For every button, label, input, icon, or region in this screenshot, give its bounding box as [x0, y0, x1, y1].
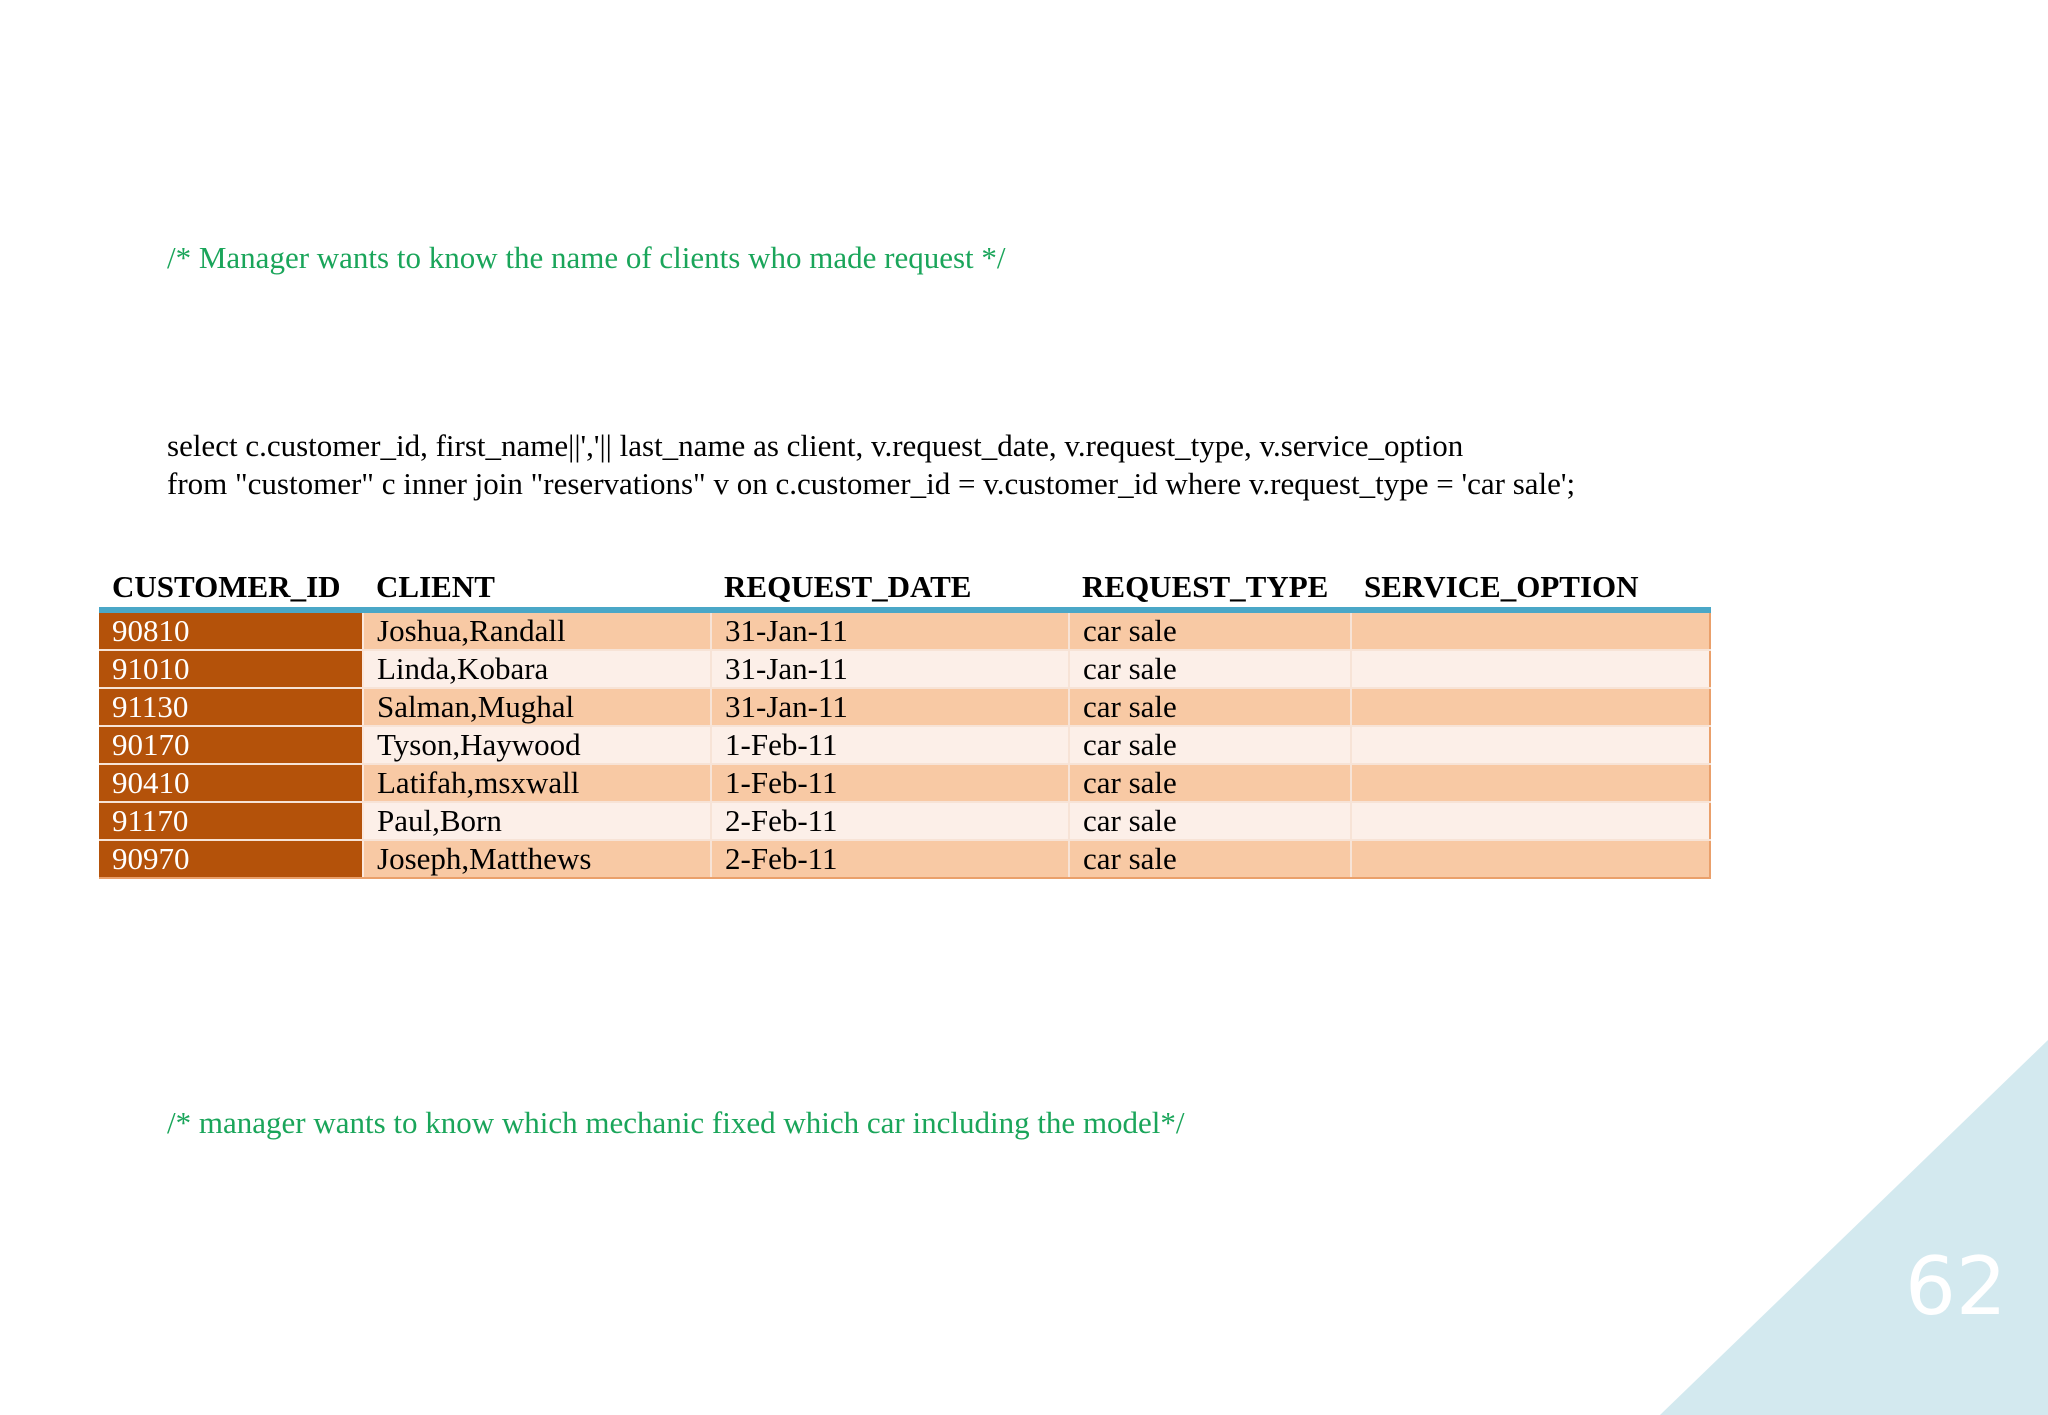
- header-service-option: SERVICE_OPTION: [1351, 567, 1710, 610]
- cell-client: Joseph,Matthews: [363, 840, 711, 878]
- cell-request-date: 31-Jan-11: [711, 610, 1069, 650]
- cell-customer-id: 91130: [99, 688, 363, 726]
- cell-service-option: [1351, 688, 1710, 726]
- cell-customer-id: 90970: [99, 840, 363, 878]
- cell-customer-id: 91010: [99, 650, 363, 688]
- cell-customer-id: 90170: [99, 726, 363, 764]
- cell-service-option: [1351, 802, 1710, 840]
- cell-client: Linda,Kobara: [363, 650, 711, 688]
- cell-request-type: car sale: [1069, 650, 1351, 688]
- cell-service-option: [1351, 840, 1710, 878]
- sql-line-1: select c.customer_id, first_name||','|| last_name as client, v.request_date, v.request_type, v.service_option: [167, 428, 1464, 463]
- cell-request-date: 31-Jan-11: [711, 650, 1069, 688]
- table-row: [99, 610, 1710, 650]
- cell-request-type: car sale: [1069, 802, 1351, 840]
- table-header-row: [99, 567, 1710, 610]
- header-request-type: REQUEST_TYPE: [1069, 567, 1351, 610]
- header-customer-id: CUSTOMER_ID: [99, 567, 363, 610]
- cell-request-date: 1-Feb-11: [711, 764, 1069, 802]
- header-client: CLIENT: [363, 567, 711, 610]
- table-row: [99, 726, 1710, 764]
- cell-client: Paul,Born: [363, 802, 711, 840]
- cell-client: Tyson,Haywood: [363, 726, 711, 764]
- sql-line-2: from "customer" c inner join "reservations" v on c.customer_id = v.customer_id where v.request_type = 'car sale';: [167, 466, 1576, 501]
- cell-request-date: 1-Feb-11: [711, 726, 1069, 764]
- cell-client: Latifah,msxwall: [363, 764, 711, 802]
- table-row: [99, 802, 1710, 840]
- comment-bottom: /* manager wants to know which mechanic fixed which car including the model*/: [167, 1105, 1185, 1140]
- table-row: [99, 650, 1710, 688]
- cell-request-date: 2-Feb-11: [711, 802, 1069, 840]
- header-request-date: REQUEST_DATE: [711, 567, 1069, 610]
- cell-request-type: car sale: [1069, 688, 1351, 726]
- cell-request-date: 31-Jan-11: [711, 688, 1069, 726]
- result-table: [99, 567, 1711, 879]
- cell-client: Salman,Mughal: [363, 688, 711, 726]
- cell-service-option: [1351, 726, 1710, 764]
- table-row: [99, 688, 1710, 726]
- cell-customer-id: 90410: [99, 764, 363, 802]
- cell-request-type: car sale: [1069, 764, 1351, 802]
- comment-top: /* Manager wants to know the name of clients who made request */: [167, 240, 1006, 275]
- page-number: 62: [1905, 1240, 2007, 1333]
- cell-request-type: car sale: [1069, 610, 1351, 650]
- cell-request-type: car sale: [1069, 726, 1351, 764]
- table-row: [99, 840, 1710, 878]
- cell-request-date: 2-Feb-11: [711, 840, 1069, 878]
- cell-service-option: [1351, 764, 1710, 802]
- table-row: [99, 764, 1710, 802]
- cell-client: Joshua,Randall: [363, 610, 711, 650]
- cell-customer-id: 90810: [99, 610, 363, 650]
- cell-service-option: [1351, 650, 1710, 688]
- sql-query: [167, 427, 1575, 503]
- cell-request-type: car sale: [1069, 840, 1351, 878]
- cell-service-option: [1351, 610, 1710, 650]
- cell-customer-id: 91170: [99, 802, 363, 840]
